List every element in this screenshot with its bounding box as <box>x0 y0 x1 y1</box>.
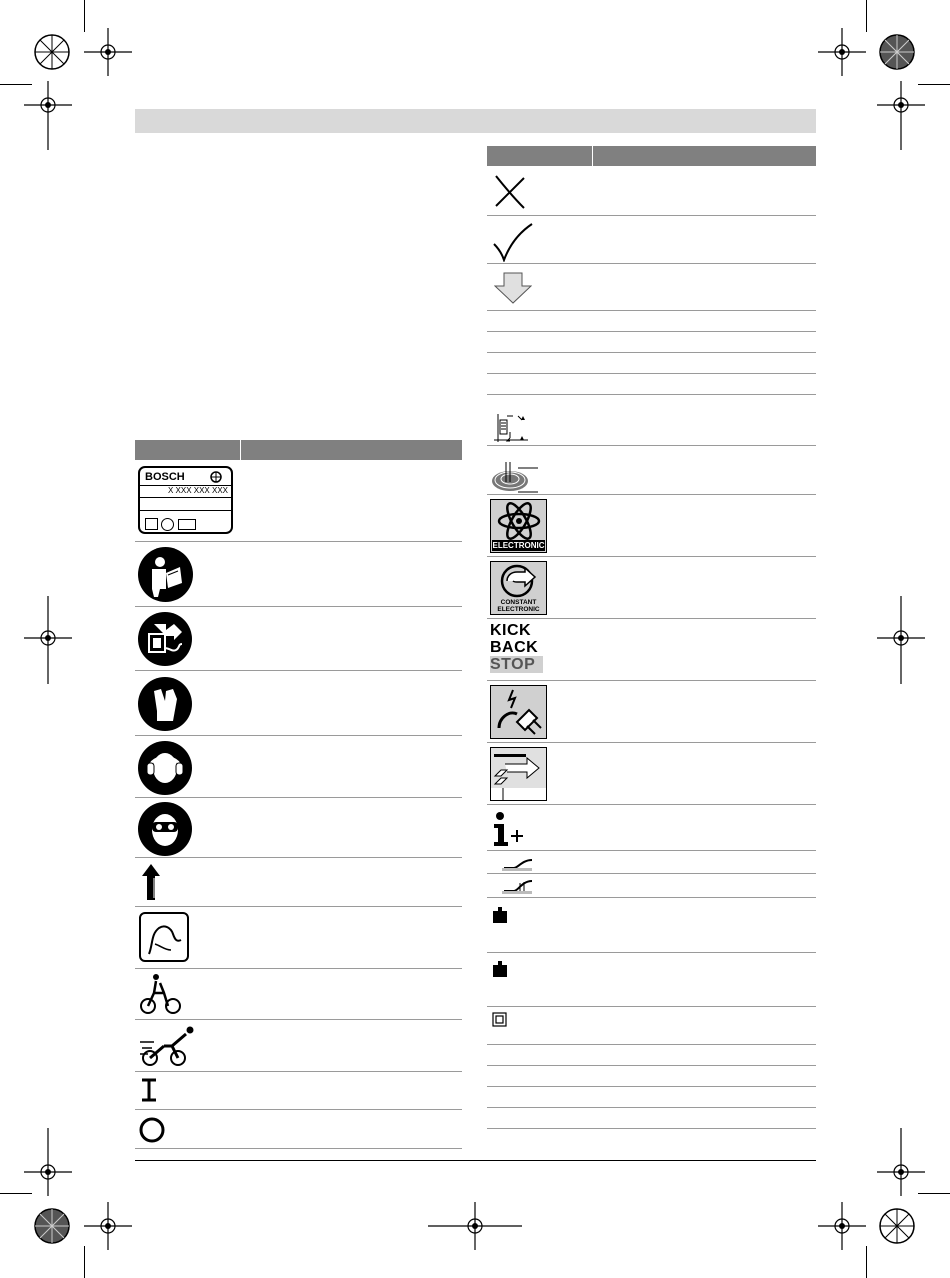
row-divider <box>487 952 816 953</box>
arrow-up-icon <box>140 862 162 902</box>
switch-on-icon <box>139 1078 159 1102</box>
unplug-icon <box>138 612 192 666</box>
electronic-label: ELECTRONIC <box>492 541 545 550</box>
left-table-header <box>135 440 462 460</box>
row-divider <box>135 797 462 798</box>
ear-protection-icon <box>138 741 192 795</box>
gloves-icon <box>138 677 192 731</box>
row-divider <box>487 897 816 898</box>
row-divider <box>487 1044 816 1045</box>
row-divider <box>487 1086 816 1087</box>
row-divider <box>135 735 462 736</box>
row-divider <box>487 742 816 743</box>
low-vibration-icon <box>500 852 534 872</box>
nameplate-serial: X XXX XXX XXX <box>167 486 228 495</box>
row-divider <box>487 618 816 619</box>
disc-diameter-icon <box>490 460 540 494</box>
row-divider <box>487 1006 816 1007</box>
row-divider <box>487 445 816 446</box>
read-manual-icon <box>138 547 193 602</box>
row-divider <box>487 1107 816 1108</box>
row-divider <box>135 1148 462 1149</box>
row-divider <box>487 556 816 557</box>
row-divider <box>487 373 816 374</box>
kickback-stop-icon <box>490 622 543 675</box>
arrow-down-icon <box>494 272 532 304</box>
row-divider <box>487 215 816 216</box>
nameplate-icon <box>138 466 233 534</box>
row-divider <box>135 968 462 969</box>
stop-text: STOP <box>490 656 543 673</box>
row-divider <box>487 310 816 311</box>
row-divider <box>135 1071 462 1072</box>
back-text: BACK <box>490 639 539 656</box>
row-divider <box>487 263 816 264</box>
switch-off-icon <box>138 1116 166 1144</box>
muscle-force-icon <box>139 912 189 962</box>
constant-label: CONSTANT <box>500 599 537 606</box>
kick-text: KICK <box>490 622 532 639</box>
row-divider <box>487 873 816 874</box>
nameplate-brand: BOSCH <box>145 471 185 483</box>
row-divider <box>487 352 816 353</box>
row-divider <box>487 1065 816 1066</box>
row-divider <box>487 494 816 495</box>
restart-protection-icon <box>490 685 547 739</box>
protection-class-icon <box>492 1012 508 1028</box>
row-divider <box>135 606 462 607</box>
page-header-bar <box>135 109 816 133</box>
eye-protection-icon <box>138 802 192 856</box>
soft-start-icon <box>490 747 547 801</box>
bicycle-fast-icon <box>138 1024 196 1068</box>
row-divider <box>135 1109 462 1110</box>
electronic-label: ELECTRONIC <box>497 606 540 613</box>
weight-icon <box>492 960 508 978</box>
page-footer-rule <box>135 1160 816 1161</box>
row-divider <box>487 850 816 851</box>
row-divider <box>135 541 462 542</box>
row-divider <box>135 670 462 671</box>
info-plus-icon <box>491 810 527 848</box>
row-divider <box>487 394 816 395</box>
bicycle-slow-icon <box>139 972 183 1016</box>
row-divider <box>487 331 816 332</box>
cutting-depth-icon <box>490 410 530 444</box>
row-divider <box>135 906 462 907</box>
constant-electronic-icon <box>490 561 547 615</box>
row-divider <box>487 680 816 681</box>
row-divider <box>135 857 462 858</box>
row-divider <box>487 804 816 805</box>
high-vibration-icon <box>500 875 534 895</box>
right-table-header <box>487 146 816 166</box>
row-divider <box>135 1019 462 1020</box>
row-divider <box>487 1128 816 1129</box>
prohibited-cross-icon <box>492 174 528 210</box>
weight-icon <box>492 906 508 924</box>
correct-check-icon <box>492 222 534 262</box>
electronic-icon <box>490 499 547 553</box>
